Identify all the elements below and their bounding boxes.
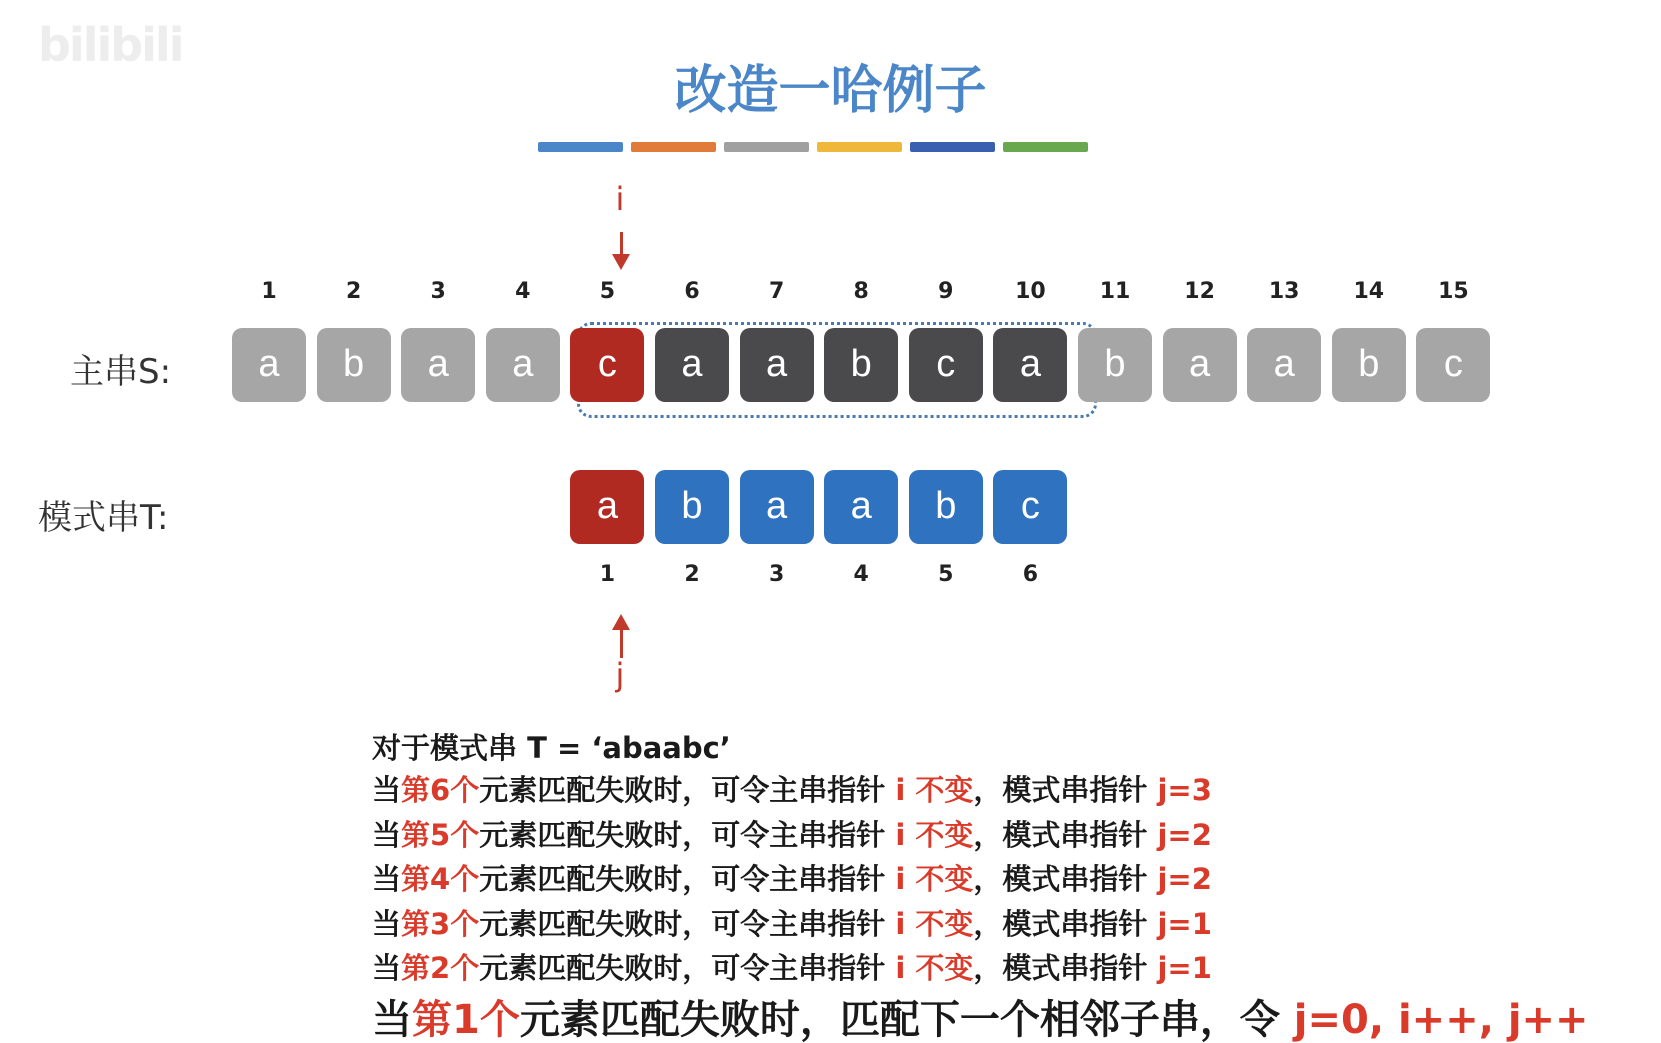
main-char-cell: b xyxy=(1078,328,1152,402)
description-row-jv: j=2 xyxy=(1157,817,1212,852)
description-row-iv: i 不变 xyxy=(895,862,974,896)
description-row-iv: i 不变 xyxy=(895,773,974,807)
bilibili-watermark: bilibili xyxy=(38,18,183,72)
pattern-char-cell: a xyxy=(570,470,644,544)
description-row-jv: j=2 xyxy=(1157,862,1212,896)
description-row-sep: ，模式串指针 xyxy=(973,862,1158,896)
main-char-cell: b xyxy=(317,328,391,402)
main-index-label: 14 xyxy=(1353,279,1385,304)
main-index-label: 2 xyxy=(345,279,362,304)
description-final-line xyxy=(372,997,1589,1043)
description-row-mid: 元素匹配失败时，可令主串指针 xyxy=(479,773,896,807)
main-index-label: 11 xyxy=(1099,279,1131,304)
pattern-char-cell: a xyxy=(740,470,814,544)
main-char-cell: a xyxy=(401,328,475,402)
main-index-label: 3 xyxy=(430,279,446,304)
description-row-sep: ，模式串指针 xyxy=(973,906,1158,941)
final-line-pre: 当 xyxy=(372,997,412,1043)
description-row xyxy=(372,902,1212,947)
description-row-jv: j=1 xyxy=(1157,951,1212,985)
color-bar-segment xyxy=(1003,142,1088,152)
main-char-cell: a xyxy=(655,328,729,402)
main-index-label: 5 xyxy=(599,279,616,304)
color-bar-segment xyxy=(910,142,995,152)
color-bar-strip xyxy=(538,142,1088,152)
pattern-index-label: 4 xyxy=(853,562,869,587)
final-line-jv: j=0, i++, j++ xyxy=(1293,997,1589,1043)
pointer-j-arrow-shaft xyxy=(620,628,623,658)
pattern-index-label: 1 xyxy=(599,562,616,587)
description-row-mid: 元素匹配失败时，可令主串指针 xyxy=(479,817,896,852)
description-row-iv: i 不变 xyxy=(895,951,974,985)
main-char-cell: a xyxy=(1247,328,1321,402)
description-row-sep: ，模式串指针 xyxy=(973,817,1158,852)
main-index-label: 8 xyxy=(853,279,869,304)
description-intro: 对于模式串 T = ‘abaabc’ xyxy=(372,731,731,765)
pointer-i-label: i xyxy=(615,180,625,218)
main-char-cell: a xyxy=(740,328,814,402)
color-bar-segment xyxy=(538,142,623,152)
description-row-pre: 当 xyxy=(372,862,402,896)
description-row-pre: 当 xyxy=(372,817,402,852)
description-row-pre: 当 xyxy=(372,773,402,807)
description-row-pre: 当 xyxy=(372,906,402,941)
main-string-label: 主串S: xyxy=(70,352,172,392)
description-row-mid: 元素匹配失败时，可令主串指针 xyxy=(479,906,896,941)
description-rows xyxy=(372,768,1212,991)
description-row-ord: 第4个 xyxy=(401,862,480,896)
pointer-j-label: j xyxy=(615,656,625,694)
description-row xyxy=(372,946,1212,991)
pattern-char-cell: a xyxy=(824,470,898,544)
pattern-char-cell: c xyxy=(993,470,1067,544)
main-char-cell: a xyxy=(1163,328,1237,402)
main-index-label: 12 xyxy=(1184,279,1215,304)
main-index-label: 1 xyxy=(261,279,277,304)
page-title: 改造一哈例子 xyxy=(674,61,987,121)
main-index-label: 4 xyxy=(515,279,531,304)
main-char-cell: b xyxy=(824,328,898,402)
main-char-cell: c xyxy=(1416,328,1490,402)
main-char-cell: c xyxy=(909,328,983,402)
description-row-ord: 第6个 xyxy=(401,773,480,807)
description-row-ord: 第2个 xyxy=(401,951,480,985)
description-row-jv: j=3 xyxy=(1157,773,1212,807)
description-row-sep: ，模式串指针 xyxy=(973,951,1158,985)
description-row-iv: i 不变 xyxy=(895,817,974,852)
main-index-label: 13 xyxy=(1268,279,1300,304)
final-line-ord: 第1个 xyxy=(412,997,520,1043)
main-char-cell: a xyxy=(993,328,1067,402)
pattern-index-label: 5 xyxy=(938,562,954,587)
description-row-sep: ，模式串指针 xyxy=(973,773,1158,807)
pattern-char-cell: b xyxy=(655,470,729,544)
color-bar-segment xyxy=(724,142,809,152)
pattern-index-label: 6 xyxy=(1022,562,1039,587)
pattern-char-cell: b xyxy=(909,470,983,544)
description-row-pre: 当 xyxy=(372,951,402,985)
description-row xyxy=(372,857,1212,902)
main-char-cell: a xyxy=(486,328,560,402)
description-row-mid: 元素匹配失败时，可令主串指针 xyxy=(479,951,896,985)
main-char-cell: a xyxy=(232,328,306,402)
pattern-index-label: 3 xyxy=(768,562,785,587)
description-row xyxy=(372,813,1212,858)
main-char-cell: c xyxy=(570,328,644,402)
pointer-i-arrow-shaft xyxy=(620,232,623,256)
final-line-mid: 元素匹配失败时，匹配下一个相邻子串，令 xyxy=(519,997,1294,1043)
main-index-label: 10 xyxy=(1015,279,1046,304)
main-char-cell: b xyxy=(1332,328,1406,402)
pattern-string-label: 模式串T: xyxy=(38,498,169,538)
color-bar-segment xyxy=(817,142,902,152)
color-bar-segment xyxy=(631,142,716,152)
description-row-mid: 元素匹配失败时，可令主串指针 xyxy=(479,862,896,896)
description-row-ord: 第3个 xyxy=(401,906,480,941)
main-index-label: 15 xyxy=(1438,279,1469,304)
description-row-iv: i 不变 xyxy=(895,906,974,941)
main-index-label: 6 xyxy=(684,279,700,304)
description-row-jv: j=1 xyxy=(1157,906,1212,941)
pointer-i-arrow-head xyxy=(612,254,630,270)
main-index-label: 9 xyxy=(938,279,954,304)
description-row-ord: 第5个 xyxy=(401,817,480,852)
pattern-index-label: 2 xyxy=(684,562,700,587)
main-index-label: 7 xyxy=(768,279,785,304)
description-row xyxy=(372,768,1212,813)
